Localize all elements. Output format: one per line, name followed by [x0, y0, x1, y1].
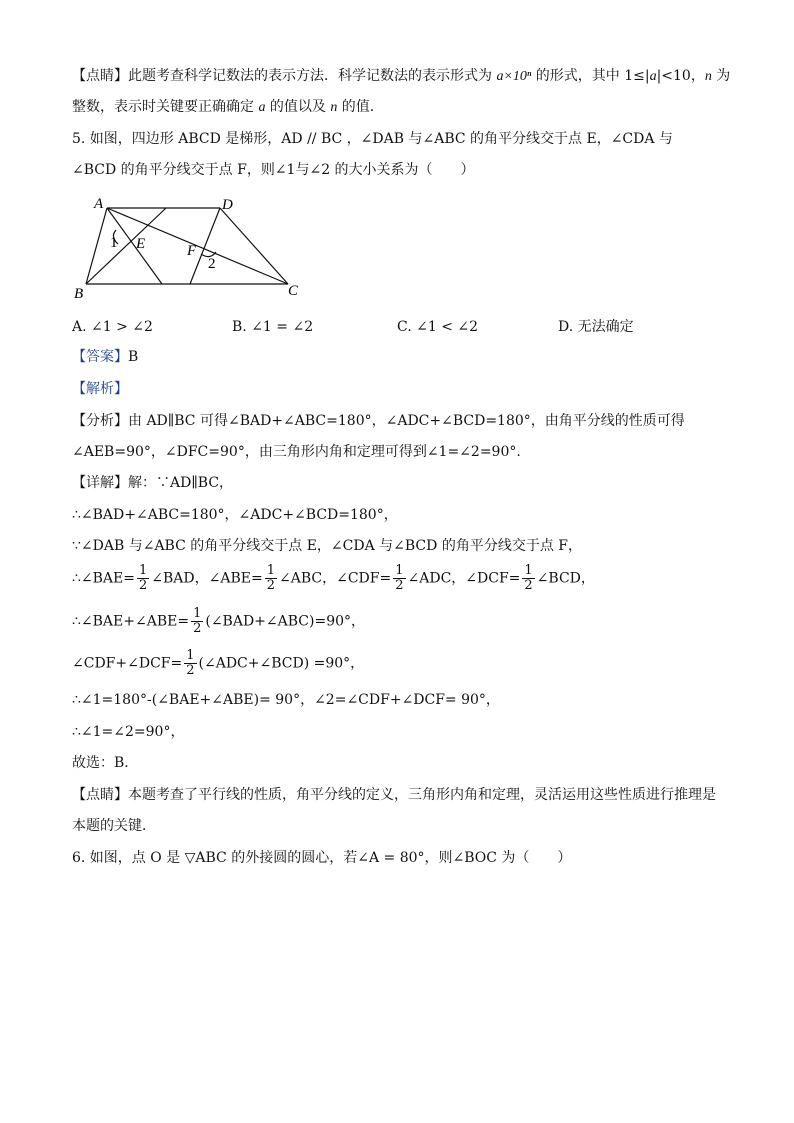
analysis-line-2: ∠AEB=90°，∠DFC=90°，由三角形内角和定理可得到∠1=∠2=90°. [72, 444, 521, 460]
choose-line: 故选：B． [72, 755, 139, 771]
segment-dc [220, 208, 288, 284]
q5-stem-line-2: ∠BCD 的角平分线交于点 F，则∠1与∠2 的大小关系为（ ） [72, 162, 475, 178]
detail-line-3: ∵∠DAB 与∠ABC 的角平分线交于点 E，∠CDA 与∠BCD 的角平分线交于点 F， [72, 538, 582, 554]
q4-tip-line-2: 整数，表示时关键要正确确定 a 的值以及 n 的值． [72, 99, 384, 115]
fraction-half: $\frac{1}{2}$ [524, 563, 533, 593]
q5-stem-line-1: 5. 如图，四边形 ABCD 是梯形，AD // BC ，∠DAB 与∠ABC 的角平分线交于点 E，∠CDA 与 [72, 131, 673, 147]
answer-tag: 【答案】 [72, 349, 128, 365]
fraction-half: $\frac{1}{2}$ [186, 648, 195, 678]
analysis-line-1: 【分析】由 AD∥BC 可得∠BAD+∠ABC=180°，∠ADC+∠BCD=180°，由角平分线的性质可得 [72, 413, 685, 429]
label-angle-1: 1 [110, 235, 118, 251]
label-e: E [136, 236, 146, 252]
trapezoid-figure [70, 192, 310, 302]
q5-tip-line-2: 本题的关键． [72, 818, 156, 834]
option-c: C. ∠1 < ∠2 [397, 319, 479, 335]
fraction-half: $\frac{1}{2}$ [193, 606, 202, 636]
answer-value: B [128, 349, 139, 365]
segment-ab [86, 208, 107, 284]
detail-line-5: ∴∠BAE+∠ABE= $\frac{1}{2}$ (∠BAD+∠ABC)=90°， [72, 606, 366, 636]
option-b: B. ∠1 = ∠2 [232, 319, 314, 335]
fraction-half: $\frac{1}{2}$ [395, 563, 404, 593]
label-f: F [187, 243, 197, 259]
option-a: A. ∠1 > ∠2 [72, 319, 153, 335]
label-b: B [74, 286, 84, 302]
analysis-tag: 【解析】 [72, 381, 128, 397]
q4-tip-tag: 【点睛】 [72, 68, 128, 84]
q6-stem-line-1: 6. 如图，点 O 是 ▽ABC 的外接圆的圆心，若∠A = 80°，则∠BOC 为（ ） [72, 850, 572, 866]
detail-line-1: 【详解】解：∵AD∥BC， [72, 475, 234, 491]
q4-tip-line-1: 【点睛】此题考查科学记数法的表示方法．科学记数法的表示形式为 a×10ⁿ 的形式，其中 1≤|a|<10，n 为 [72, 68, 731, 84]
fraction-half: $\frac{1}{2}$ [266, 563, 275, 593]
detail-line-7: ∴∠1=180°-(∠BAE+∠ABE)= 90°，∠2=∠CDF+∠DCF= 90°， [72, 692, 500, 708]
q5-tip-line-1: 【点睛】本题考查了平行线的性质，角平分线的定义，三角形内角和定理，灵活运用这些性质进行推理是 [72, 787, 716, 803]
detail-line-4: ∴∠BAE= $\frac{1}{2}$ ∠BAD，∠ABE= $\frac{1}{2}$ ∠ABC，∠CDF= $\frac{1}{2}$ ∠ADC，∠DCF= $\frac{1}{2}$ ∠BCD， [72, 563, 595, 593]
label-d: D [222, 197, 233, 213]
detail-line-8: ∴∠1=∠2=90°， [72, 724, 185, 740]
detail-line-6: ∠CDF+∠DCF= $\frac{1}{2}$ (∠ADC+∠BCD) =90°， [72, 648, 365, 678]
fraction-half: $\frac{1}{2}$ [139, 563, 148, 593]
option-d: D. 无法确定 [558, 319, 634, 335]
label-a: A [94, 196, 104, 212]
analysis-heading [72, 379, 128, 399]
answer-line [72, 347, 138, 367]
detail-line-2: ∴∠BAD+∠ABC=180°，∠ADC+∠BCD=180°， [72, 507, 398, 523]
label-c: C [288, 283, 299, 299]
label-angle-2: 2 [208, 256, 216, 272]
